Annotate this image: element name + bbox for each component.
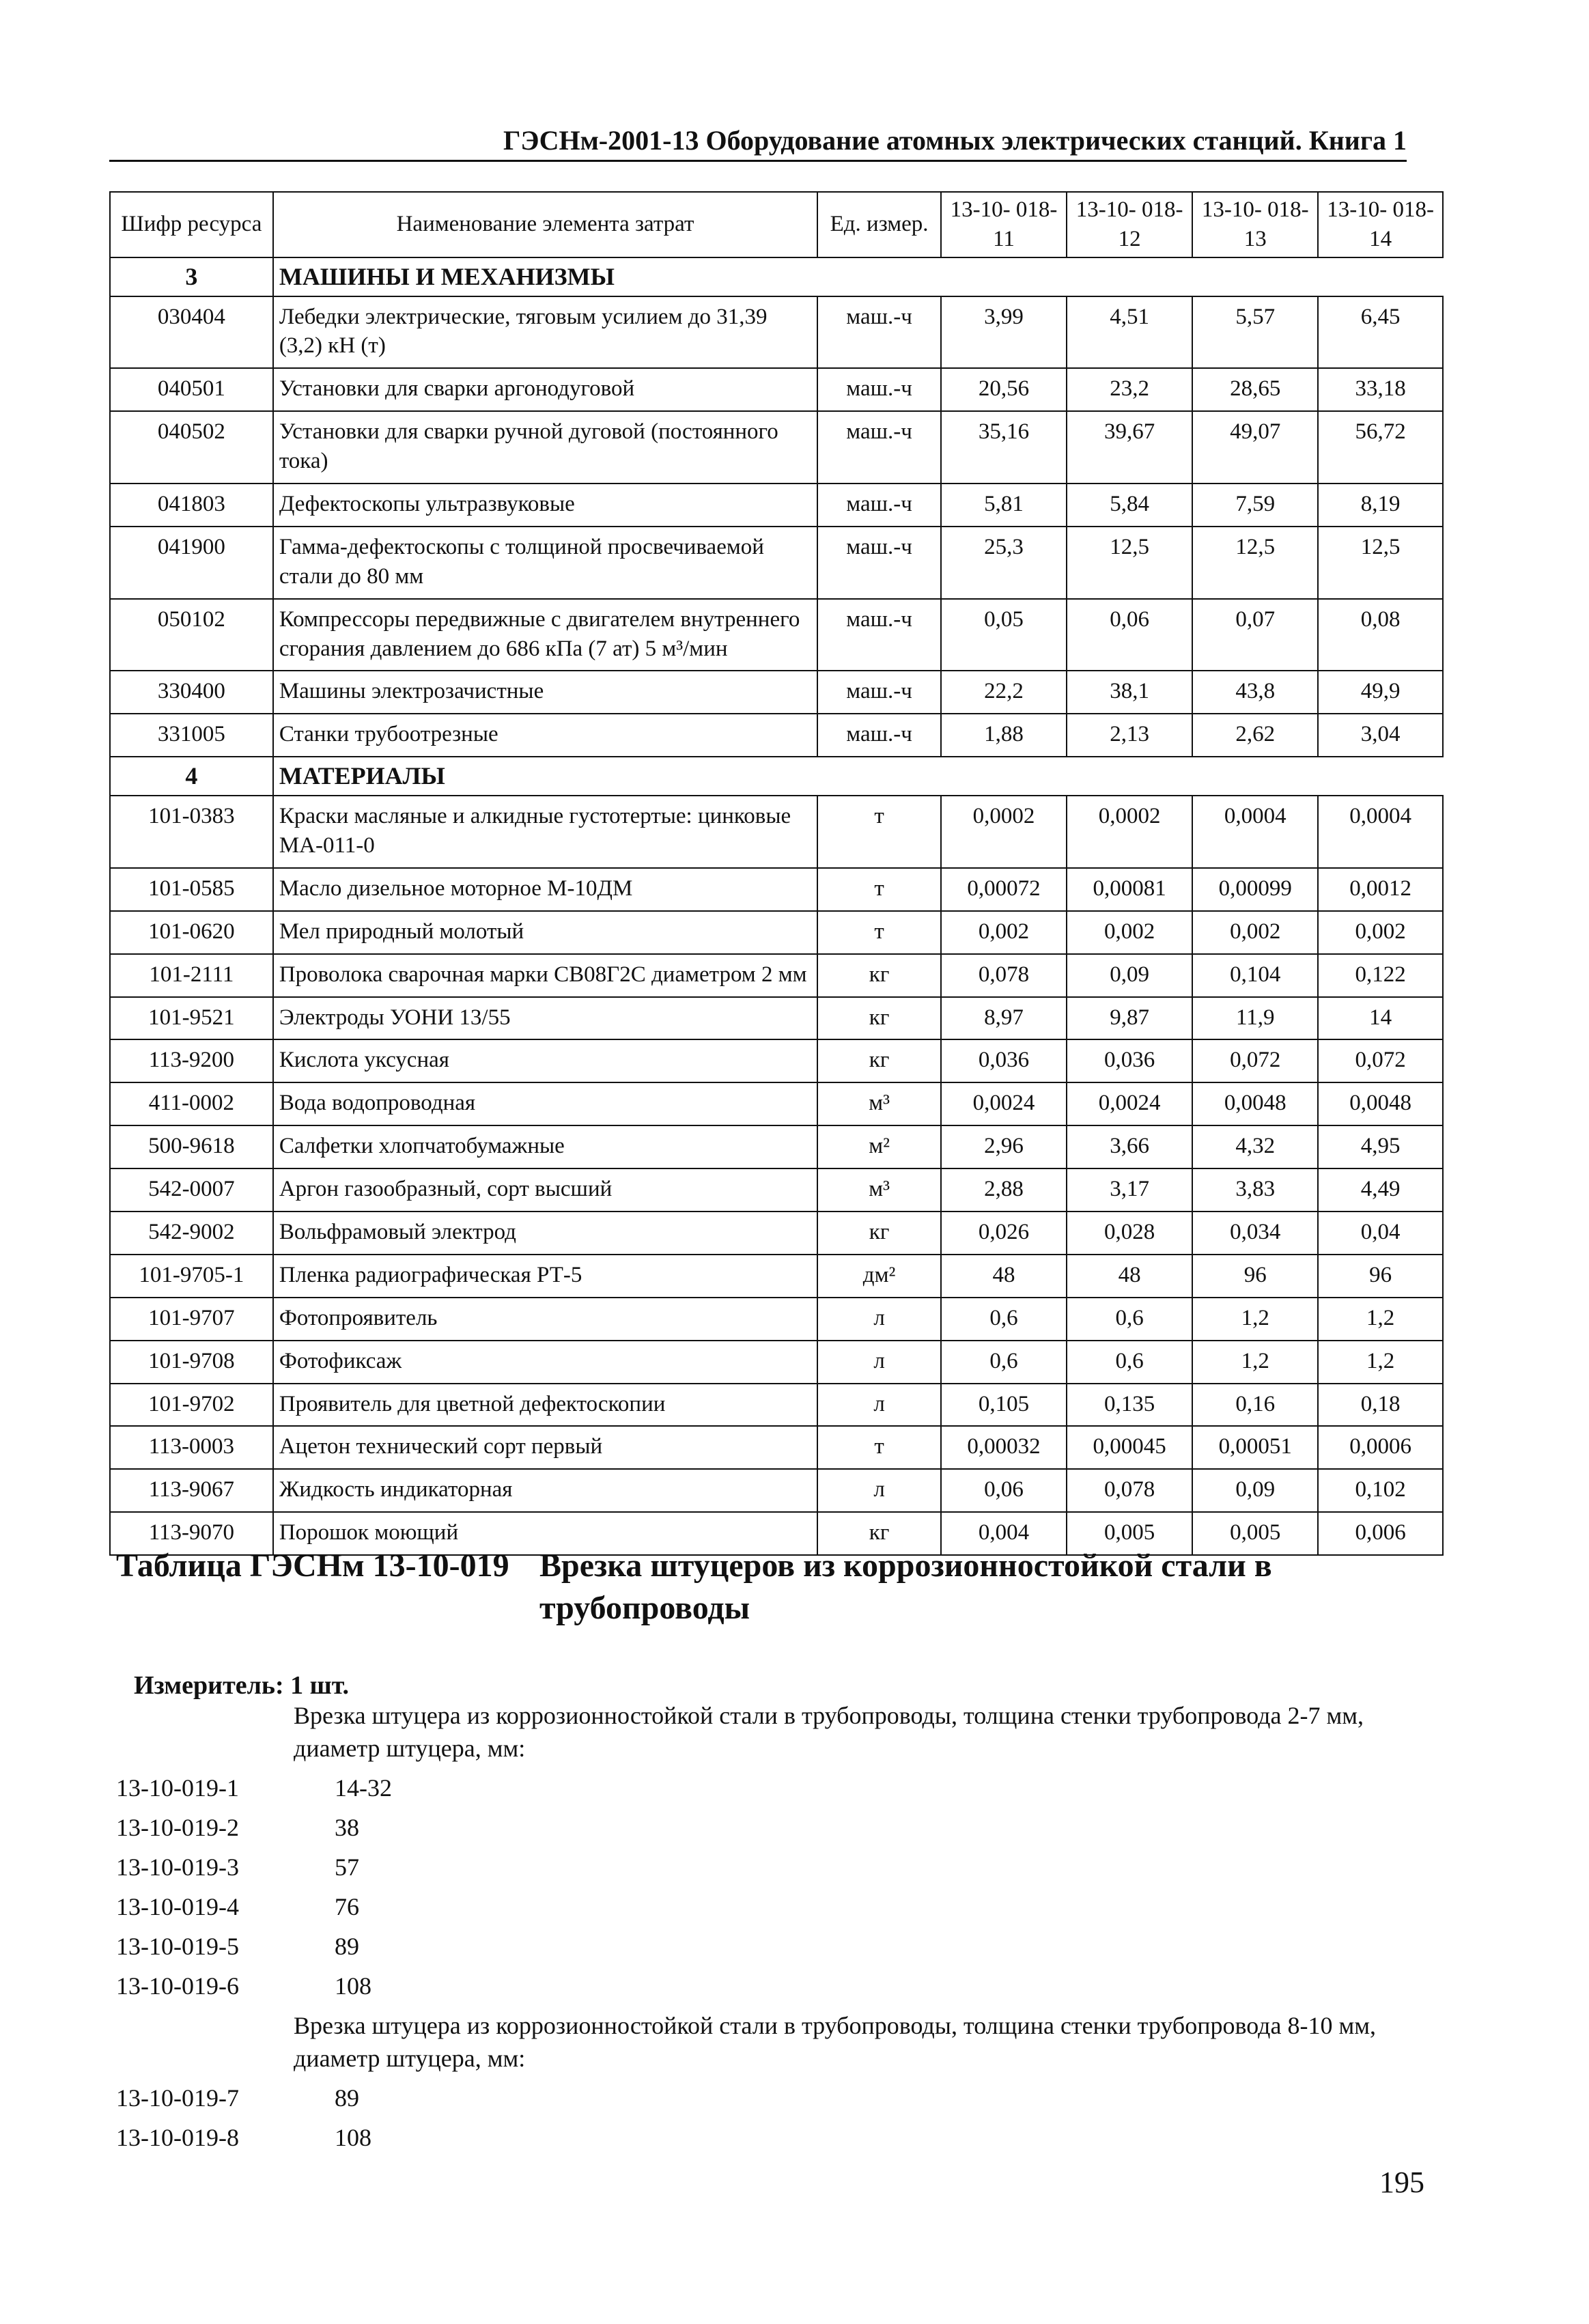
- resource-value-2: 0,6: [1067, 1341, 1192, 1384]
- resource-value-4: 3,04: [1318, 714, 1443, 757]
- resource-unit: т: [817, 1426, 941, 1469]
- resource-unit: кг: [817, 1212, 941, 1255]
- resource-value-4: 0,006: [1318, 1512, 1443, 1555]
- table-header-row: [110, 192, 1443, 257]
- norm-value: 108: [335, 2124, 371, 2151]
- resource-code: 101-2111: [110, 954, 273, 997]
- group-description: Врезка штуцера из коррозионностойкой стали в трубопроводы, толщина стенки трубопровода 8-10 мм, диаметр штуцера, мм:: [294, 2012, 1377, 2072]
- table-row: [110, 296, 1443, 369]
- resource-value-1: 0,036: [941, 1039, 1067, 1082]
- resource-value-4: 0,0006: [1318, 1426, 1443, 1469]
- table-body: [110, 257, 1443, 1555]
- table-row: [110, 796, 1443, 868]
- resource-value-3: 0,0048: [1192, 1082, 1318, 1125]
- resource-value-1: 25,3: [941, 527, 1067, 599]
- group-description: Врезка штуцера из коррозионностойкой стали в трубопроводы, толщина стенки трубопровода 2-7 мм, диаметр штуцера, мм:: [294, 1702, 1364, 1762]
- table-row: [110, 1298, 1443, 1341]
- table-row: [110, 1426, 1443, 1469]
- norm-value: 57: [335, 1853, 359, 1881]
- resource-unit: м²: [817, 1125, 941, 1168]
- resource-value-4: 0,002: [1318, 911, 1443, 954]
- resource-name: Фотопроявитель: [273, 1298, 817, 1341]
- resource-value-4: 0,08: [1318, 599, 1443, 671]
- resource-code: 101-9705-1: [110, 1255, 273, 1298]
- norm-item: [116, 1811, 594, 1844]
- resource-value-3: 11,9: [1192, 997, 1318, 1040]
- resource-name: Мел природный молотый: [273, 911, 817, 954]
- resource-value-3: 7,59: [1192, 484, 1318, 527]
- resource-unit: кг: [817, 1039, 941, 1082]
- table-row: [110, 714, 1443, 757]
- resource-unit: т: [817, 868, 941, 911]
- table-row: [110, 411, 1443, 484]
- resource-value-4: 1,2: [1318, 1341, 1443, 1384]
- resource-unit: кг: [817, 954, 941, 997]
- resource-value-4: 0,0048: [1318, 1082, 1443, 1125]
- resource-value-2: 0,00045: [1067, 1426, 1192, 1469]
- resource-code: 030404: [110, 296, 273, 369]
- table-row: [110, 1469, 1443, 1512]
- norm-item: [116, 1890, 594, 1923]
- resource-name: Ацетон технический сорт первый: [273, 1426, 817, 1469]
- resource-code: 113-9070: [110, 1512, 273, 1555]
- resource-value-4: 6,45: [1318, 296, 1443, 369]
- resource-name: Вода водопроводная: [273, 1082, 817, 1125]
- resource-value-3: 28,65: [1192, 368, 1318, 411]
- resource-value-3: 0,034: [1192, 1212, 1318, 1255]
- resource-name: Кислота уксусная: [273, 1039, 817, 1082]
- resource-value-3: 0,104: [1192, 954, 1318, 997]
- resource-unit: кг: [817, 997, 941, 1040]
- norm-value: 14-32: [335, 1774, 392, 1802]
- resource-code: 500-9618: [110, 1125, 273, 1168]
- resource-value-1: 0,00032: [941, 1426, 1067, 1469]
- norm-value: 76: [335, 1893, 359, 1920]
- resource-unit: маш.-ч: [817, 484, 941, 527]
- resource-value-3: 5,57: [1192, 296, 1318, 369]
- norm-item: [116, 1970, 594, 2002]
- resource-name: Краски масляные и алкидные густотертые: цинковые МА-011-0: [273, 796, 817, 868]
- resource-value-1: 0,6: [941, 1341, 1067, 1384]
- resource-value-4: 0,0004: [1318, 796, 1443, 868]
- table-row: [110, 1255, 1443, 1298]
- resource-value-3: 3,83: [1192, 1168, 1318, 1212]
- norm-item: [116, 1851, 594, 1884]
- resource-code: 040501: [110, 368, 273, 411]
- table-row: [110, 1341, 1443, 1384]
- resource-value-3: 43,8: [1192, 671, 1318, 714]
- resource-code: 330400: [110, 671, 273, 714]
- resource-value-2: 2,13: [1067, 714, 1192, 757]
- resource-value-1: 0,026: [941, 1212, 1067, 1255]
- resource-unit: маш.-ч: [817, 527, 941, 599]
- resource-unit: л: [817, 1298, 941, 1341]
- resource-value-4: 0,102: [1318, 1469, 1443, 1512]
- resource-table: [109, 191, 1444, 1556]
- resource-value-1: 0,0002: [941, 796, 1067, 868]
- resource-value-3: 49,07: [1192, 411, 1318, 484]
- resource-unit: л: [817, 1341, 941, 1384]
- resource-unit: маш.-ч: [817, 671, 941, 714]
- resource-unit: маш.-ч: [817, 368, 941, 411]
- page-header: ГЭСНм-2001-13 Оборудование атомных электрических станций. Книга 1: [109, 122, 1407, 162]
- resource-value-1: 3,99: [941, 296, 1067, 369]
- norm-code: 13-10-019-5: [116, 1933, 239, 1960]
- resource-name: Проявитель для цветной дефектоскопии: [273, 1384, 817, 1427]
- resource-value-4: 1,2: [1318, 1298, 1443, 1341]
- resource-value-1: 0,105: [941, 1384, 1067, 1427]
- resource-value-4: 4,49: [1318, 1168, 1443, 1212]
- norm-code: 13-10-019-7: [116, 2084, 239, 2112]
- resource-value-4: 56,72: [1318, 411, 1443, 484]
- measure-unit: Измеритель: 1 шт.: [134, 1671, 350, 1700]
- col-header-c1: 13-10- 018-11: [941, 192, 1067, 257]
- table-row: [110, 1082, 1443, 1125]
- resource-value-2: 48: [1067, 1255, 1192, 1298]
- col-header-c3: 13-10- 018-13: [1192, 192, 1318, 257]
- resource-name: Станки трубоотрезные: [273, 714, 817, 757]
- resource-name: Салфетки хлопчатобумажные: [273, 1125, 817, 1168]
- resource-value-3: 0,005: [1192, 1512, 1318, 1555]
- table-row: [110, 1125, 1443, 1168]
- resource-value-2: 38,1: [1067, 671, 1192, 714]
- resource-value-3: 0,072: [1192, 1039, 1318, 1082]
- resource-value-1: 0,00072: [941, 868, 1067, 911]
- col-header-c2: 13-10- 018-12: [1067, 192, 1192, 257]
- resource-value-2: 0,028: [1067, 1212, 1192, 1255]
- resource-value-2: 0,06: [1067, 599, 1192, 671]
- resource-code: 542-9002: [110, 1212, 273, 1255]
- resource-value-4: 96: [1318, 1255, 1443, 1298]
- norm-value: 108: [335, 1972, 371, 2000]
- resource-value-1: 1,88: [941, 714, 1067, 757]
- section-code: 4: [110, 757, 273, 796]
- norm-value: 89: [335, 1933, 359, 1960]
- resource-name: Машины электрозачистные: [273, 671, 817, 714]
- resource-value-2: 0,078: [1067, 1469, 1192, 1512]
- norm-code: 13-10-019-6: [116, 1972, 239, 2000]
- resource-value-1: 8,97: [941, 997, 1067, 1040]
- resource-value-3: 0,16: [1192, 1384, 1318, 1427]
- resource-value-1: 0,05: [941, 599, 1067, 671]
- resource-value-4: 0,04: [1318, 1212, 1443, 1255]
- next-table-label: Таблица ГЭСНм 13-10-019: [116, 1548, 509, 1584]
- norm-item: [116, 2082, 594, 2114]
- resource-value-1: 0,0024: [941, 1082, 1067, 1125]
- resource-value-1: 0,6: [941, 1298, 1067, 1341]
- resource-value-1: 48: [941, 1255, 1067, 1298]
- resource-value-1: 0,002: [941, 911, 1067, 954]
- resource-code: 113-9067: [110, 1469, 273, 1512]
- resource-code: 101-9521: [110, 997, 273, 1040]
- section-code: 3: [110, 257, 273, 296]
- resource-value-4: 14: [1318, 997, 1443, 1040]
- resource-value-2: 3,17: [1067, 1168, 1192, 1212]
- resource-value-4: 0,18: [1318, 1384, 1443, 1427]
- resource-name: Дефектоскопы ультразвуковые: [273, 484, 817, 527]
- resource-unit: л: [817, 1469, 941, 1512]
- resource-value-3: 1,2: [1192, 1298, 1318, 1341]
- table-row: [110, 1039, 1443, 1082]
- resource-code: 101-9707: [110, 1298, 273, 1341]
- resource-name: Проволока сварочная марки СВ08Г2С диаметром 2 мм: [273, 954, 817, 997]
- resource-value-2: 23,2: [1067, 368, 1192, 411]
- section-title: МАШИНЫ И МЕХАНИЗМЫ: [273, 257, 1443, 296]
- resource-code: 411-0002: [110, 1082, 273, 1125]
- resource-value-3: 0,0004: [1192, 796, 1318, 868]
- table-row: [110, 868, 1443, 911]
- resource-value-2: 0,002: [1067, 911, 1192, 954]
- resource-name: Установки для сварки ручной дуговой (постоянного тока): [273, 411, 817, 484]
- table-row: [110, 954, 1443, 997]
- resource-value-1: 22,2: [941, 671, 1067, 714]
- norm-code: 13-10-019-4: [116, 1893, 239, 1920]
- resource-value-3: 96: [1192, 1255, 1318, 1298]
- norm-item: [116, 2121, 594, 2154]
- section-title: МАТЕРИАЛЫ: [273, 757, 1443, 796]
- resource-code: 041803: [110, 484, 273, 527]
- norm-item: [116, 1930, 594, 1963]
- resource-code: 331005: [110, 714, 273, 757]
- table-row: [110, 599, 1443, 671]
- resource-value-2: 3,66: [1067, 1125, 1192, 1168]
- resource-code: 101-0383: [110, 796, 273, 868]
- table-row: [110, 1212, 1443, 1255]
- resource-name: Порошок моющий: [273, 1512, 817, 1555]
- resource-unit: маш.-ч: [817, 599, 941, 671]
- table-row: [110, 911, 1443, 954]
- resource-value-2: 0,036: [1067, 1039, 1192, 1082]
- resource-name: Лебедки электрические, тяговым усилием до 31,39 (3,2) кН (т): [273, 296, 817, 369]
- resource-value-3: 1,2: [1192, 1341, 1318, 1384]
- resource-name: Пленка радиографическая РТ-5: [273, 1255, 817, 1298]
- resource-value-1: 2,96: [941, 1125, 1067, 1168]
- resource-unit: м³: [817, 1082, 941, 1125]
- resource-name: Компрессоры передвижные с двигателем внутреннего сгорания давлением до 686 кПа (7 ат) 5 м³/мин: [273, 599, 817, 671]
- resource-value-3: 12,5: [1192, 527, 1318, 599]
- resource-value-3: 0,00099: [1192, 868, 1318, 911]
- resource-name: Гамма-дефектоскопы с толщиной просвечиваемой стали до 80 мм: [273, 527, 817, 599]
- norm-value: 38: [335, 1814, 359, 1841]
- resource-value-2: 5,84: [1067, 484, 1192, 527]
- table-row: [110, 1384, 1443, 1427]
- resource-code: 050102: [110, 599, 273, 671]
- resource-value-4: 8,19: [1318, 484, 1443, 527]
- resource-code: 101-9708: [110, 1341, 273, 1384]
- resource-value-1: 0,004: [941, 1512, 1067, 1555]
- resource-value-3: 0,00051: [1192, 1426, 1318, 1469]
- col-header-code: Шифр ресурса: [110, 192, 273, 257]
- resource-unit: маш.-ч: [817, 714, 941, 757]
- resource-code: 101-0585: [110, 868, 273, 911]
- resource-value-2: 9,87: [1067, 997, 1192, 1040]
- resource-unit: л: [817, 1384, 941, 1427]
- resource-value-1: 35,16: [941, 411, 1067, 484]
- resource-unit: маш.-ч: [817, 296, 941, 369]
- resource-value-4: 0,122: [1318, 954, 1443, 997]
- resource-code: 113-0003: [110, 1426, 273, 1469]
- norm-code: 13-10-019-2: [116, 1814, 239, 1841]
- next-table-title: [116, 1545, 1448, 1629]
- resource-value-2: 4,51: [1067, 296, 1192, 369]
- resource-value-3: 4,32: [1192, 1125, 1318, 1168]
- resource-code: 041900: [110, 527, 273, 599]
- resource-value-4: 0,0012: [1318, 868, 1443, 911]
- resource-value-2: 39,67: [1067, 411, 1192, 484]
- resource-value-4: 4,95: [1318, 1125, 1443, 1168]
- resource-value-3: 2,62: [1192, 714, 1318, 757]
- table-row: [110, 997, 1443, 1040]
- resource-value-3: 0,07: [1192, 599, 1318, 671]
- resource-value-2: 0,00081: [1067, 868, 1192, 911]
- resource-value-2: 12,5: [1067, 527, 1192, 599]
- resource-name: Масло дизельное моторное М-10ДМ: [273, 868, 817, 911]
- col-header-c4: 13-10- 018-14: [1318, 192, 1443, 257]
- table-row: [110, 527, 1443, 599]
- col-header-unit: Ед. измер.: [817, 192, 941, 257]
- section-row: [110, 257, 1443, 296]
- resource-value-4: 0,072: [1318, 1039, 1443, 1082]
- resource-value-2: 0,09: [1067, 954, 1192, 997]
- resource-value-1: 2,88: [941, 1168, 1067, 1212]
- resource-value-3: 0,002: [1192, 911, 1318, 954]
- resource-name: Установки для сварки аргонодуговой: [273, 368, 817, 411]
- col-header-name: Наименование элемента затрат: [273, 192, 817, 257]
- resource-unit: м³: [817, 1168, 941, 1212]
- resource-code: 101-0620: [110, 911, 273, 954]
- resource-code: 040502: [110, 411, 273, 484]
- norm-value: 89: [335, 2084, 359, 2112]
- resource-unit: дм²: [817, 1255, 941, 1298]
- resource-unit: т: [817, 911, 941, 954]
- norm-code: 13-10-019-1: [116, 1774, 239, 1802]
- resource-value-3: 0,09: [1192, 1469, 1318, 1512]
- resource-unit: т: [817, 796, 941, 868]
- resource-value-1: 0,06: [941, 1469, 1067, 1512]
- table-row: [110, 368, 1443, 411]
- table-row: [110, 484, 1443, 527]
- table-row: [110, 1168, 1443, 1212]
- page-number: 195: [1379, 2166, 1424, 2199]
- next-table-name: Врезка штуцеров из коррозионностойкой стали в трубопроводы: [539, 1548, 1272, 1626]
- norm-item: [116, 1772, 594, 1804]
- resource-value-1: 5,81: [941, 484, 1067, 527]
- resource-name: Аргон газообразный, сорт высший: [273, 1168, 817, 1212]
- section-row: [110, 757, 1443, 796]
- resource-name: Фотофиксаж: [273, 1341, 817, 1384]
- resource-name: Электроды УОНИ 13/55: [273, 997, 817, 1040]
- table-row: [110, 671, 1443, 714]
- norm-code: 13-10-019-3: [116, 1853, 239, 1881]
- resource-name: Жидкость индикаторная: [273, 1469, 817, 1512]
- resource-value-2: 0,0024: [1067, 1082, 1192, 1125]
- resource-code: 113-9200: [110, 1039, 273, 1082]
- resource-code: 542-0007: [110, 1168, 273, 1212]
- resource-value-1: 20,56: [941, 368, 1067, 411]
- resource-value-4: 12,5: [1318, 527, 1443, 599]
- resource-value-2: 0,6: [1067, 1298, 1192, 1341]
- resource-name: Вольфрамовый электрод: [273, 1212, 817, 1255]
- resource-value-2: 0,135: [1067, 1384, 1192, 1427]
- resource-value-4: 33,18: [1318, 368, 1443, 411]
- resource-code: 101-9702: [110, 1384, 273, 1427]
- resource-unit: маш.-ч: [817, 411, 941, 484]
- resource-value-4: 49,9: [1318, 671, 1443, 714]
- resource-value-1: 0,078: [941, 954, 1067, 997]
- norm-code: 13-10-019-8: [116, 2124, 239, 2151]
- resource-value-2: 0,005: [1067, 1512, 1192, 1555]
- resource-value-2: 0,0002: [1067, 796, 1192, 868]
- resource-unit: кг: [817, 1512, 941, 1555]
